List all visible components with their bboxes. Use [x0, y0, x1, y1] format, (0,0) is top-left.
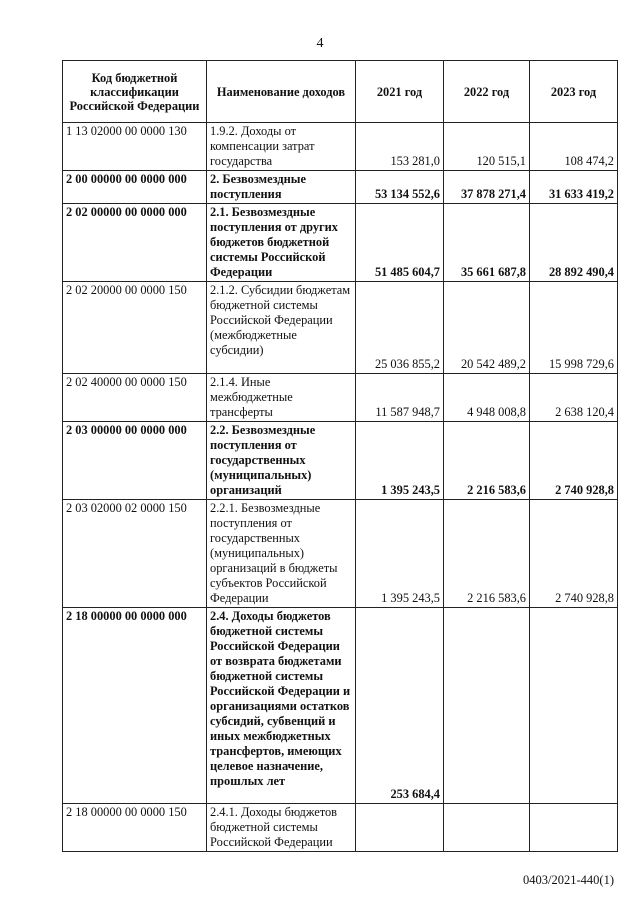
table-row	[63, 171, 618, 204]
row-value-2022	[444, 608, 530, 804]
row-name: 1.9.2. Доходы от компенсации затрат государства	[207, 123, 356, 171]
row-name: 2.1. Безвозмездные поступления от других бюджетов бюджетной системы Российской Федерации	[207, 204, 356, 282]
row-value-2021: 25 036 855,2	[356, 282, 444, 374]
row-name: 2.2.1. Безвозмездные поступления от государственных (муниципальных) организаций в бюджеты субъектов Российской Федерации	[207, 500, 356, 608]
row-value-2022: 2 216 583,6	[444, 422, 530, 500]
table-row	[63, 500, 618, 608]
row-code: 2 03 00000 00 0000 000	[63, 422, 207, 500]
table-row	[63, 374, 618, 422]
row-name: 2.4. Доходы бюджетов бюджетной системы Российской Федерации от возврата бюджетами бюджетной системы Российской Федерации и организациями остатков субсидий, субвенций и иных межбюджетных трансфертов, имеющих целевое назначение, прошлых лет	[207, 608, 356, 804]
row-name: 2.4.1. Доходы бюджетов бюджетной системы Российской Федерации	[207, 804, 356, 852]
table-row	[63, 123, 618, 171]
row-code: 2 00 00000 00 0000 000	[63, 171, 207, 204]
row-value-2021: 253 684,4	[356, 608, 444, 804]
row-value-2021: 51 485 604,7	[356, 204, 444, 282]
row-value-2023: 2 740 928,8	[530, 500, 618, 608]
table-row	[63, 608, 618, 804]
row-value-2022: 37 878 271,4	[444, 171, 530, 204]
document-number: 0403/2021-440(1)	[523, 873, 614, 887]
row-value-2023	[530, 804, 618, 852]
header-2021: 2021 год	[356, 61, 444, 123]
header-code: Код бюджетной классификации Российской Федерации	[63, 61, 207, 123]
row-name: 2.1.4. Иные межбюджетные трансферты	[207, 374, 356, 422]
row-value-2021: 1 395 243,5	[356, 422, 444, 500]
row-code: 1 13 02000 00 0000 130	[63, 123, 207, 171]
row-code: 2 02 00000 00 0000 000	[63, 204, 207, 282]
row-code: 2 03 02000 02 0000 150	[63, 500, 207, 608]
row-value-2021	[356, 804, 444, 852]
row-value-2021: 1 395 243,5	[356, 500, 444, 608]
table-row	[63, 282, 618, 374]
table-header-row	[63, 61, 618, 123]
row-value-2021: 153 281,0	[356, 123, 444, 171]
table-row	[63, 422, 618, 500]
row-name: 2.2. Безвозмездные поступления от государственных (муниципальных) организаций	[207, 422, 356, 500]
row-value-2023: 2 740 928,8	[530, 422, 618, 500]
row-value-2022: 20 542 489,2	[444, 282, 530, 374]
row-code: 2 18 00000 00 0000 150	[63, 804, 207, 852]
table-row	[63, 204, 618, 282]
row-value-2022: 120 515,1	[444, 123, 530, 171]
row-value-2023: 15 998 729,6	[530, 282, 618, 374]
page-number: 4	[316, 36, 324, 51]
header-2023: 2023 год	[530, 61, 618, 123]
row-name: 2.1.2. Субсидии бюджетам бюджетной системы Российской Федерации (межбюджетные субсидии)	[207, 282, 356, 374]
row-value-2023: 108 474,2	[530, 123, 618, 171]
header-2022: 2022 год	[444, 61, 530, 123]
row-code: 2 02 40000 00 0000 150	[63, 374, 207, 422]
row-value-2022: 2 216 583,6	[444, 500, 530, 608]
row-value-2023	[530, 608, 618, 804]
row-value-2022	[444, 804, 530, 852]
row-value-2022: 35 661 687,8	[444, 204, 530, 282]
row-value-2023: 31 633 419,2	[530, 171, 618, 204]
table-row	[63, 804, 618, 852]
row-value-2022: 4 948 008,8	[444, 374, 530, 422]
row-code: 2 02 20000 00 0000 150	[63, 282, 207, 374]
row-value-2021: 11 587 948,7	[356, 374, 444, 422]
row-code: 2 18 00000 00 0000 000	[63, 608, 207, 804]
header-name: Наименование доходов	[207, 61, 356, 123]
row-value-2021: 53 134 552,6	[356, 171, 444, 204]
row-value-2023: 28 892 490,4	[530, 204, 618, 282]
revenue-table	[62, 60, 618, 852]
row-value-2023: 2 638 120,4	[530, 374, 618, 422]
row-name: 2. Безвозмездные поступления	[207, 171, 356, 204]
